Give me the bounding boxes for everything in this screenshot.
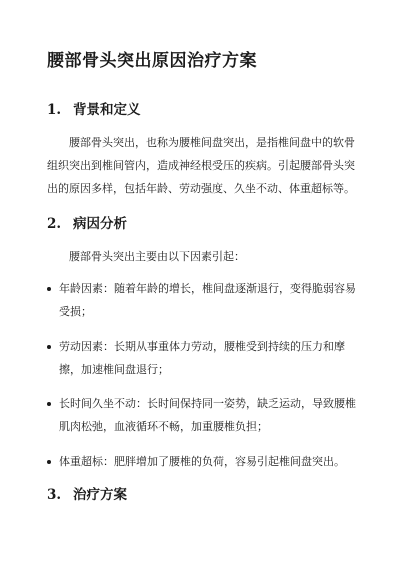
list-item — [47, 335, 363, 381]
list-item-text: 劳动因素：长期从事重体力劳动，腰椎受到持续的压力和摩擦，加速椎间盘退行； — [59, 340, 345, 376]
list-item-text: 体重超标：肥胖增加了腰椎的负荷，容易引起椎间盘突出。 — [59, 455, 345, 468]
bullet-icon — [47, 402, 51, 406]
section-heading-treatment — [47, 483, 127, 503]
section-number: 3. — [47, 487, 62, 503]
list-item-text: 长时间久坐不动：长时间保持同一姿势，缺乏运动，导致腰椎肌肉松弛，血液循环不畅，加重腰椎负担； — [59, 397, 356, 433]
list-item — [47, 392, 363, 438]
section-title: 病因分析 — [73, 216, 127, 232]
list-item-text: 年龄因素：随着年龄的增长，椎间盘逐渐退行，变得脆弱容易受损； — [59, 282, 356, 318]
section-title: 背景和定义 — [73, 102, 141, 118]
list-item — [47, 450, 363, 473]
section-title: 治疗方案 — [73, 487, 127, 503]
bullet-icon — [47, 345, 51, 349]
bullet-icon — [47, 460, 51, 464]
list-item — [47, 277, 363, 323]
causes-intro: 腰部骨头突出主要由以下因素引起： — [69, 250, 245, 263]
section-number: 1. — [47, 102, 62, 118]
document-title: 腰部骨头突出原因治疗方案 — [47, 51, 257, 71]
section-heading-causes — [47, 212, 127, 232]
section-heading-background — [47, 98, 141, 118]
section-number: 2. — [47, 216, 62, 232]
bullet-icon — [47, 287, 51, 291]
definition-paragraph: 腰部骨头突出，也称为腰椎间盘突出，是指椎间盘中的软骨组织突出到椎间管内，造成神经根受压的疾病。引起腰部骨头突出的原因多样，包括年龄、劳动强度、久坐不动、体重超标等。 — [47, 136, 355, 195]
